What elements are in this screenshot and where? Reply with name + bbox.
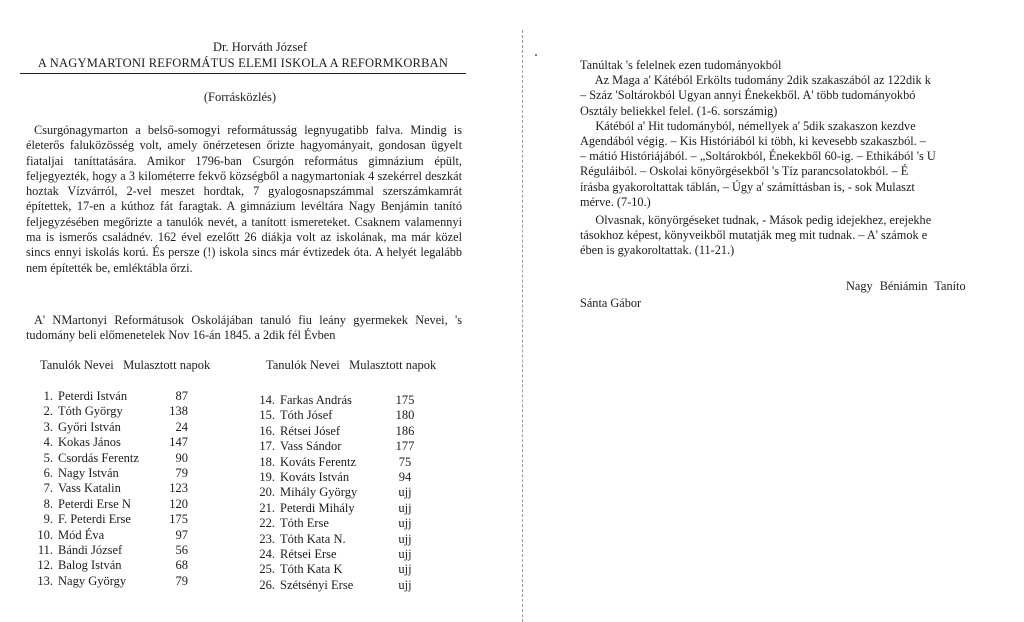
student-number: 15. <box>259 408 275 423</box>
teacher-signature: Nagy Béniámin Taníto <box>846 279 966 293</box>
student-number: 13. <box>37 573 53 588</box>
student-name: Mihály György <box>280 485 358 500</box>
table-header-left: Tanulók Nevei Mulasztott napok <box>40 358 211 372</box>
missed-days: 87 <box>175 389 188 403</box>
student-name: Szétsényi Erse <box>280 577 354 592</box>
student-name: Peterdi Mihály <box>280 500 355 515</box>
missed-days: ujj <box>398 516 412 531</box>
student-number: 23. <box>259 531 275 546</box>
student-number: 2. <box>43 404 53 419</box>
student-name: Csordás Ferentz <box>58 450 139 465</box>
table-row <box>36 404 236 419</box>
table-row <box>36 574 236 589</box>
table-row <box>258 578 438 593</box>
student-number: 9. <box>43 512 53 527</box>
student-number: 24. <box>259 546 275 561</box>
table-row <box>258 532 438 547</box>
student-number: 12. <box>37 558 53 573</box>
table-row <box>36 497 236 512</box>
missed-days: 177 <box>395 439 415 454</box>
student-number: 18. <box>259 454 275 469</box>
student-name: Kováts István <box>280 469 350 484</box>
missed-days: 94 <box>398 469 412 484</box>
student-name: Nagy István <box>58 465 119 480</box>
table-row <box>258 424 438 439</box>
student-number: 16. <box>259 423 275 438</box>
missed-days: ujj <box>398 531 412 546</box>
table-row <box>258 455 438 470</box>
student-name: Tóth Jósef <box>280 408 333 423</box>
student-name: Farkas András <box>280 393 352 407</box>
student-name: Peterdi István <box>58 389 128 403</box>
missed-days: ujj <box>398 577 412 592</box>
table-row <box>36 389 236 404</box>
missed-days: ujj <box>398 500 412 515</box>
missed-days: 175 <box>395 393 415 407</box>
page-fold-divider <box>522 30 524 622</box>
missed-days: 138 <box>169 404 188 419</box>
table-header-right: Tanulók Nevei Mulasztott napok <box>266 358 437 372</box>
table-row <box>36 512 236 527</box>
student-number: 21. <box>259 500 275 515</box>
student-number: 8. <box>43 496 53 511</box>
closing-name: Sánta Gábor <box>580 296 642 310</box>
table-row <box>258 470 438 485</box>
source-heading-paragraph: A' NMartonyi Reformátusok Oskolájában tanuló fiu leány gyermekek Nevei, 's tudomány beli előmenetelek Nov 16-án 1845. a 2dik fél Évben <box>26 313 462 343</box>
table-row <box>258 501 438 516</box>
student-number: 7. <box>43 481 53 496</box>
table-row <box>36 466 236 481</box>
missed-days: ujj <box>398 546 412 561</box>
student-name: Mód Éva <box>58 527 105 542</box>
student-name: Balog István <box>58 558 122 573</box>
table-row <box>36 435 236 450</box>
table-row <box>36 543 236 558</box>
table-row <box>36 528 236 543</box>
missed-days: 68 <box>175 558 188 573</box>
student-name: Tóth Erse <box>280 516 329 531</box>
missed-days: 79 <box>175 465 188 480</box>
missed-days: 24 <box>175 419 188 434</box>
table-row <box>258 408 438 423</box>
student-name: Rétsei Jósef <box>280 423 341 438</box>
student-number: 5. <box>43 450 53 465</box>
article-title: A NAGYMARTONI REFORMÁTUS ELEMI ISKOLA A REFORMKORBAN <box>37 56 449 70</box>
missed-days: ujj <box>398 485 412 500</box>
student-list-left <box>36 389 236 589</box>
missed-days: 75 <box>398 454 412 469</box>
student-name: Vass Katalin <box>58 481 121 496</box>
missed-days: 180 <box>395 408 415 423</box>
student-number: 25. <box>259 562 275 577</box>
missed-days: 56 <box>175 542 188 557</box>
missed-days: ujj <box>398 562 412 577</box>
student-name: Bándi József <box>58 542 123 557</box>
student-number: 26. <box>259 577 275 592</box>
student-number: 20. <box>259 485 275 500</box>
student-number: 17. <box>259 439 275 454</box>
intro-paragraph: Csurgónagymarton a belső-somogyi reformátusság legnyugatibb falva. Mindig is életerős faluközösség volt, amely önérzetesen őrizte hagyományait, gondosan ügyelt fiataljai taníttatására. Amikor 1796-ban Csurgón református gimnázium épült, feljegyezték, hogy a 3 kilométerre fekvő községből a nagymartoniak 4 szekérrel deszkát hoztak Vízvárról, 2-vel meszet hordtak, 7 gyalogosnapszámmal szerszámkamrát építettek, 17-en a kúthoz fát faragtak. A gimnázium levéltára Nagy Benjámin tanító feljegyzésében megőrizte a tanulók nevét, a tanított ismereteket. Csaknem valamennyi ma is ismerős családnév. 162 ével ezelőtt 26 diákja volt az iskolának, ma már közel sincs ennyi iskolás korú. És persze (!) iskola sincs már évtizedek óta. A helyét legalább nem építették be, emléktábla őrzi. <box>26 123 462 275</box>
student-number: 19. <box>259 469 275 484</box>
table-row <box>36 420 236 435</box>
table-row <box>258 547 438 562</box>
missed-days: 97 <box>175 527 188 542</box>
student-list-right <box>258 393 438 593</box>
table-row <box>258 516 438 531</box>
author-name: Dr. Horváth József <box>212 40 308 54</box>
student-number: 14. <box>259 393 275 407</box>
student-name: Tóth Kata N. <box>280 531 346 546</box>
table-row <box>258 393 438 408</box>
reading-paragraph: Olvasnak, könyörgéseket tudnak, - Mások pedig idejekhez, erejekhe tásokhoz képest, könyveikből mutatják meg mit tudnak. – A' számok e ében is gyakoroltattak. (11-21.) <box>580 213 932 258</box>
student-name: Nagy György <box>58 573 127 588</box>
table-row <box>258 439 438 454</box>
student-name: F. Peterdi Erse <box>58 512 131 527</box>
missed-days: 147 <box>169 435 188 450</box>
student-name: Kokas János <box>58 435 121 450</box>
student-number: 10. <box>37 527 53 542</box>
student-number: 11. <box>37 542 53 557</box>
article-subtitle: (Forrásközlés) <box>203 90 277 104</box>
table-row <box>258 562 438 577</box>
student-name: Tóth György <box>58 404 123 419</box>
student-name: Vass Sándor <box>280 439 342 454</box>
student-number: 4. <box>43 435 53 450</box>
missed-days: 186 <box>395 423 415 438</box>
student-number: 1. <box>43 389 53 403</box>
right-page <box>528 0 1024 622</box>
missed-days: 120 <box>169 496 188 511</box>
table-row <box>36 451 236 466</box>
student-number: 6. <box>43 465 53 480</box>
curriculum-paragraph: Tanúltak 's felelnek ezen tudományokból Az Maga a' Kátéból Erkölts tudomány 2dik szakaszából az 122dik k – Száz 'Soltárokból Ugyan annyi Énekekből. A' több tudományokbó Osztály beliekkel felel. (1-6. sorszámig) Kátéból a' Hit tudományból, némellyek a' 5dik szakaszon kezdve Agendából végig. – Kis Históriából ki töbh, ki kevesebb szakaszból. – – mátió Históriájából. – „Soltárokból, Énekekből 60-ig. – Ethikából 's U Réguláiból. – Oskolai könyörgésekből 's Tíz parancsolatokból. – É írásba gyakoroltattak táblán, – Úgy a' számíttásban is, - sok Mulaszt mérve. (7-10.) <box>580 58 936 209</box>
student-name: Tóth Kata K <box>280 562 343 577</box>
title-underline <box>20 73 466 74</box>
table-row <box>36 558 236 573</box>
table-row <box>258 485 438 500</box>
missed-days: 175 <box>169 512 188 527</box>
student-number: 3. <box>43 419 53 434</box>
student-number: 22. <box>259 516 275 531</box>
student-name: Győri István <box>58 419 121 434</box>
student-name: Rétsei Erse <box>280 546 337 561</box>
missed-days: 90 <box>175 450 188 465</box>
missed-days: 79 <box>175 573 188 588</box>
missed-days: 123 <box>169 481 188 496</box>
student-name: Kováts Ferentz <box>280 454 357 469</box>
table-row <box>36 481 236 496</box>
student-name: Peterdi Erse N <box>58 496 131 511</box>
